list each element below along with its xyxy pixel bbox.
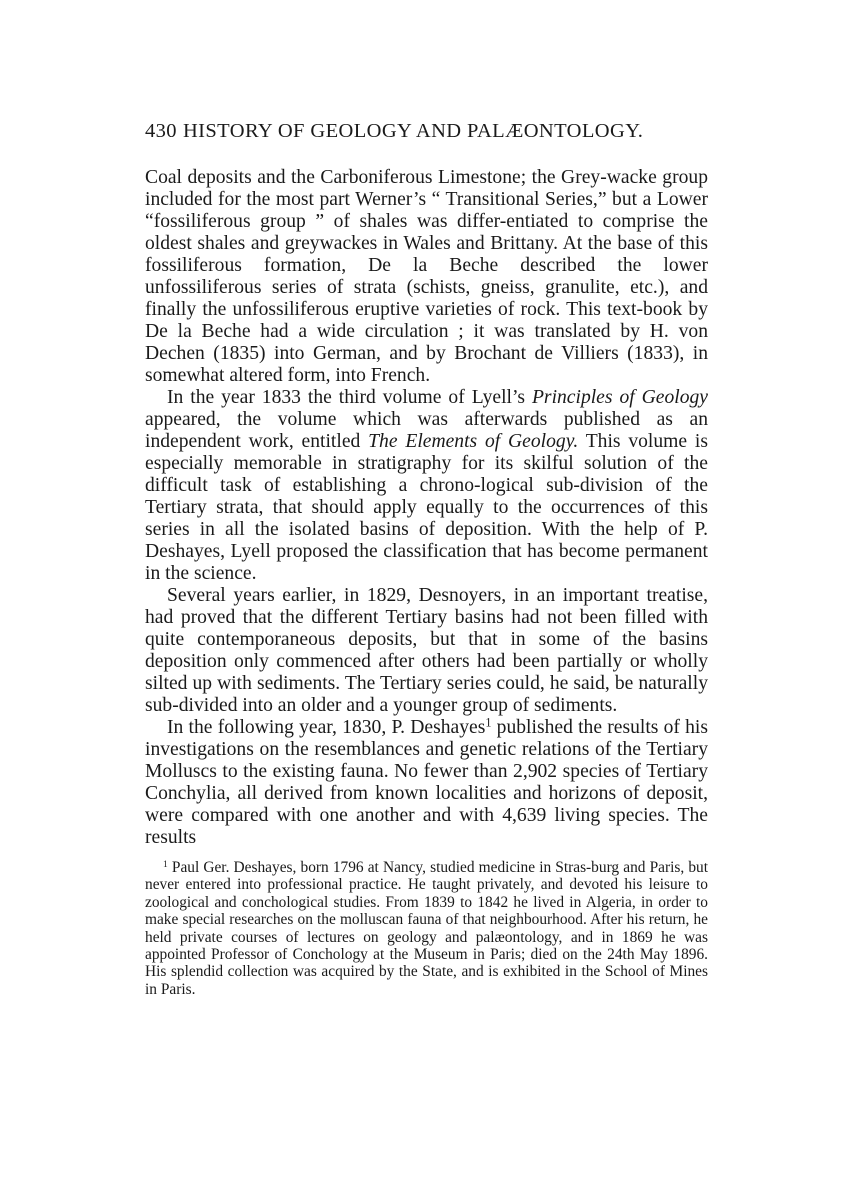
- footnote-text: Paul Ger. Deshayes, born 1796 at Nancy, studied medicine in Stras-burg and Paris, but never entered into professional practice. He taught privately, and devoted his leisure to zoological and conchological studies. From 1839 to 1842 he lived in Algeria, in order to make special researches on the molluscan fauna of that neighbourhood. After his return, he held private courses of lectures on geology and palæontology, and in 1869 he was appointed Professor of Conchology at the Museum in Paris; died on the 24th May 1896. His splendid collection was acquired by the State, and is exhibited in the School of Mines in Paris.: [145, 859, 708, 998]
- paragraph-text: This volume is especially memorable in stratigraphy for its skilful solution of the difficult task of establishing a chrono-logical sub-division of the Tertiary strata, that should apply equally to the occurrences of this series in all the isolated basins of deposition. With the help of P. Deshayes, Lyell proposed the classification that has become permanent in the science.: [145, 431, 708, 584]
- paragraph-text: In the year 1833 the third volume of Lyell’s: [167, 387, 532, 408]
- footnote: [145, 859, 708, 998]
- book-page: [145, 118, 708, 998]
- paragraph: [145, 387, 708, 585]
- paragraph: [145, 167, 708, 387]
- paragraph-text: published the results of his investigations on the resemblances and genetic relations of the Tertiary Molluscs to the existing fauna. No fewer than 2,902 species of Tertiary Conchylia, all derived from known localities and horizons of deposit, were compared with one another and with 4,639 living species. The results: [145, 717, 709, 848]
- body-text: [145, 167, 708, 849]
- italic-title: The Elements of Geology.: [368, 431, 579, 452]
- paragraph-text: Several years earlier, in 1829, Desnoyers, in an important treatise, had proved that the different Tertiary basins had not been filled with quite contemporaneous deposits, but that in some of the basins deposition only commenced after others had been partially or wholly silted up with sediments. The Tertiary series could, he said, be naturally sub-divided into an older and a younger group of sediments.: [145, 585, 708, 716]
- running-header: [145, 118, 708, 144]
- paragraph: [145, 585, 708, 717]
- page-number: 430: [145, 120, 177, 142]
- paragraph: [145, 717, 708, 849]
- paragraph-text: In the following year, 1830, P. Deshayes: [167, 717, 486, 738]
- paragraph-text: appeared, the volume which was afterwards published as an independent work, entitled: [145, 409, 708, 452]
- footnote-reference: 1: [485, 715, 492, 730]
- italic-title: Principles of Geology: [531, 387, 708, 408]
- footnote-marker: 1: [163, 858, 168, 870]
- paragraph-text: Coal deposits and the Carboniferous Limestone; the Grey-wacke group included for the most part Werner’s “ Transitional Series,” but a Lower “fossiliferous group ” of shales was differ-entiated to comprise the oldest shales and greywackes in Wales and Brittany. At the base of this fossiliferous formation, De la Beche described the lower unfossiliferous series of strata (schists, gneiss, granulite, etc.), and finally the unfossiliferous eruptive varieties of rock. This text-book by De la Beche had a wide circulation ; it was translated by H. von Dechen (1835) into German, and by Brochant de Villiers (1833), in somewhat altered form, into French.: [145, 167, 708, 386]
- running-title: HISTORY OF GEOLOGY AND PALÆONTOLOGY.: [182, 120, 644, 142]
